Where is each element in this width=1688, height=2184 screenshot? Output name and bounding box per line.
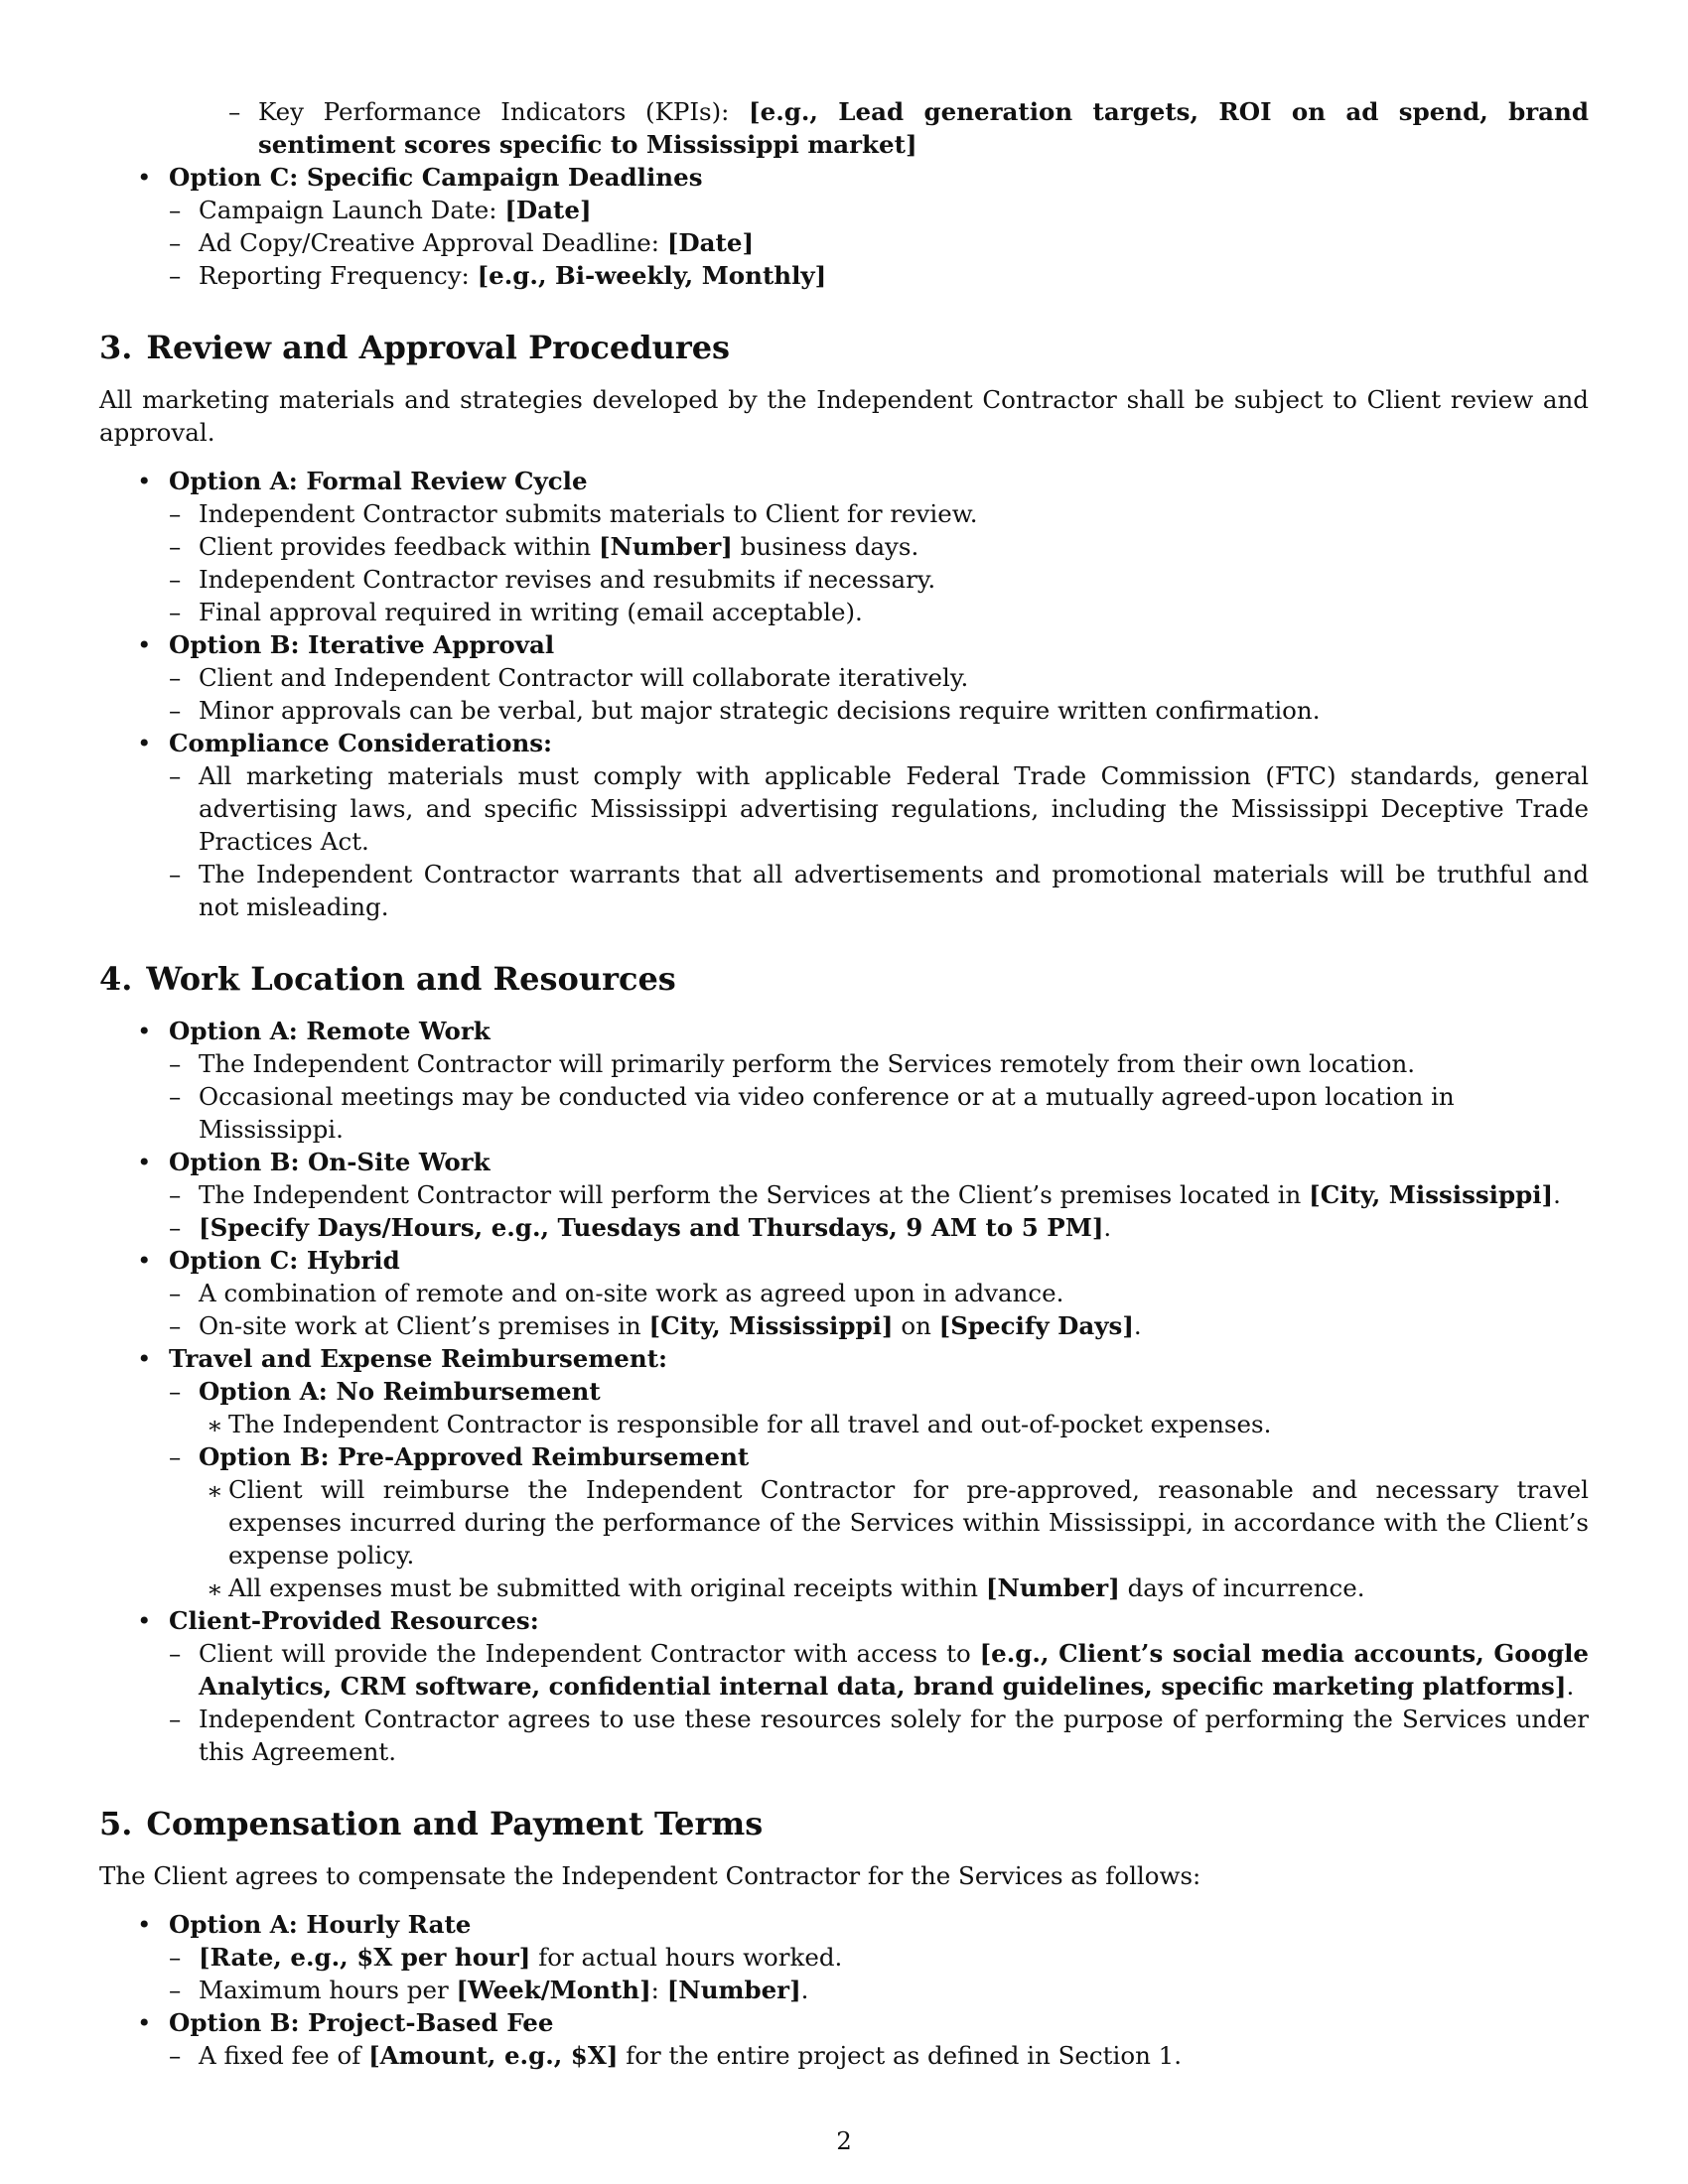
item-text-after: . <box>1566 1672 1575 1701</box>
item-text: Reporting Frequency: <box>199 261 478 290</box>
list-item <box>169 1080 1589 1146</box>
dash-marker: – <box>169 1311 182 1340</box>
item-text: Client will reimburse the Independent Contractor for pre-approved, reasonable and necessary travel expenses incurred during the performance of the Services within Mississippi, in accordance with the Client’s expense policy. <box>228 1475 1589 1570</box>
list-item <box>169 497 1589 530</box>
item-text: Key Performance Indicators (KPIs): <box>258 97 750 126</box>
list-item <box>169 1703 1589 1768</box>
dash-marker: – <box>169 598 182 626</box>
sub-list <box>169 1375 1589 1604</box>
asterisk-marker: ∗ <box>207 1574 223 1603</box>
item-placeholder: [e.g., Lead generation targets, ROI on ad spend, brand sentiment scores specific to Mississippi market] <box>258 97 1589 159</box>
item-text: The Independent Contractor warrants that all advertisements and promotional materials will be truthful and not misleading. <box>199 860 1589 921</box>
item-text-after: . <box>1103 1213 1112 1242</box>
sub-list <box>169 194 1589 292</box>
dash-marker: – <box>169 261 182 290</box>
list-item <box>169 226 1589 259</box>
option-b-iterative-approval <box>99 628 1589 727</box>
section-title: Work Location and Resources <box>146 960 676 998</box>
list-item <box>169 194 1589 226</box>
bullet-marker: • <box>137 630 152 659</box>
list-item <box>169 1178 1589 1211</box>
list-item <box>169 1637 1589 1703</box>
item-text: The Independent Contractor is responsible for all travel and out-of-pocket expenses. <box>228 1410 1272 1438</box>
dash-marker: – <box>169 1049 182 1078</box>
list-item <box>199 1473 1589 1571</box>
item-placeholder: [City, Mississippi] <box>1309 1180 1554 1209</box>
sub-list <box>169 1941 1589 2006</box>
dash-marker: – <box>169 1082 182 1111</box>
item-placeholder: [Rate, e.g., $X per hour] <box>199 1943 531 1972</box>
list-item <box>169 694 1589 727</box>
dash-marker: – <box>169 1976 182 2004</box>
item-placeholder: [Specify Days/Hours, e.g., Tuesdays and Thursdays, 9 AM to 5 PM] <box>199 1213 1104 1242</box>
dash-marker: – <box>169 1705 182 1733</box>
item-placeholder: [Week/Month] <box>456 1976 651 2004</box>
item-placeholder: [e.g., Client’s social media accounts, Google Analytics, CRM software, confidential internal data, brand guidelines, specific marketing platforms] <box>199 1639 1589 1701</box>
kpi-list <box>228 95 1589 161</box>
item-text: Client will provide the Independent Contractor with access to <box>199 1639 980 1668</box>
option-c-hybrid <box>99 1244 1589 1342</box>
dash-marker: – <box>169 532 182 561</box>
item-text: The Independent Contractor will perform the Services at the Client’s premises located in <box>199 1180 1310 1209</box>
item-text: Final approval required in writing (email acceptable). <box>199 598 863 626</box>
list-item <box>169 1277 1589 1309</box>
bullet-marker: • <box>137 729 152 757</box>
dash-marker: – <box>169 696 182 725</box>
option-label: Travel and Expense Reimbursement: <box>169 1344 668 1373</box>
sub-sub-list <box>199 1473 1589 1604</box>
list-item <box>169 596 1589 628</box>
dash-marker: – <box>169 1639 182 1668</box>
option-a-hourly-rate <box>99 1908 1589 2006</box>
item-text: Campaign Launch Date: <box>199 196 505 224</box>
option-label: Option A: Hourly Rate <box>169 1910 472 1939</box>
bullet-marker: • <box>137 1344 152 1373</box>
dash-marker: – <box>169 228 182 257</box>
item-placeholder: [Amount, e.g., $X] <box>368 2041 619 2070</box>
section-number: 4. <box>99 960 133 998</box>
option-c-list <box>99 161 1589 292</box>
option-label: Option C: Hybrid <box>169 1246 400 1275</box>
bullet-marker: • <box>137 1148 152 1176</box>
option-label: Option B: On-Site Work <box>169 1148 491 1176</box>
sub-option-label: Option B: Pre-Approved Reimbursement <box>199 1442 750 1471</box>
sub-option-no-reimbursement <box>169 1375 1589 1440</box>
section-5-intro: The Client agrees to compensate the Independent Contractor for the Services as follows: <box>99 1861 1201 1890</box>
sub-list <box>169 497 1589 628</box>
option-a-remote-work <box>99 1015 1589 1146</box>
sub-list <box>169 1277 1589 1342</box>
list-item <box>169 759 1589 858</box>
item-placeholder: [Date] <box>504 196 592 224</box>
section-title: Compensation and Payment Terms <box>146 1805 764 1843</box>
dash-marker: – <box>169 1213 182 1242</box>
list-item <box>169 1047 1589 1080</box>
sub-list <box>169 2039 1589 2072</box>
item-placeholder: [e.g., Bi-weekly, Monthly] <box>477 261 827 290</box>
section-number: 3. <box>99 329 133 366</box>
sub-list <box>169 1637 1589 1768</box>
list-item <box>169 1974 1589 2006</box>
option-label: Option A: Formal Review Cycle <box>169 467 588 495</box>
bullet-marker: • <box>137 467 152 495</box>
item-text: The Independent Contractor will primarily perform the Services remotely from their own location. <box>199 1049 1416 1078</box>
list-item <box>169 563 1589 596</box>
item-text: Minor approvals can be verbal, but major strategic decisions require written confirmation. <box>199 696 1321 725</box>
asterisk-marker: ∗ <box>207 1411 223 1439</box>
sub-list <box>169 759 1589 923</box>
section-3-heading <box>99 328 1589 367</box>
list-item <box>169 858 1589 923</box>
item-placeholder: [Date] <box>666 228 755 257</box>
dash-marker: – <box>169 1279 182 1307</box>
section-5-heading <box>99 1804 1589 1843</box>
dash-marker: – <box>169 565 182 594</box>
item-text-after: days of incurrence. <box>1119 1573 1365 1602</box>
page-number: 2 <box>836 2126 852 2155</box>
item-text: Maximum hours per <box>199 1976 457 2004</box>
item-text: Independent Contractor agrees to use these resources solely for the purpose of performing the Services under this Agreement. <box>199 1705 1589 1766</box>
item-placeholder: [City, Mississippi] <box>648 1311 894 1340</box>
item-text: Ad Copy/Creative Approval Deadline: <box>199 228 667 257</box>
list-item <box>169 1309 1589 1342</box>
sub-sub-list <box>199 1408 1589 1440</box>
list-item <box>199 1408 1589 1440</box>
item-text-after: business days. <box>732 532 919 561</box>
list-item <box>169 2039 1589 2072</box>
item-placeholder: [Number] <box>598 532 733 561</box>
item-text-mid: on <box>893 1311 939 1340</box>
sub-option-label: Option A: No Reimbursement <box>199 1377 601 1406</box>
dash-marker: – <box>169 663 182 692</box>
item-text: On-site work at Client’s premises in <box>199 1311 649 1340</box>
option-label: Compliance Considerations: <box>169 729 553 757</box>
asterisk-marker: ∗ <box>207 1476 223 1505</box>
dash-marker: – <box>169 2041 182 2070</box>
option-b-project-based-fee <box>99 2006 1589 2072</box>
bullet-marker: • <box>137 163 152 192</box>
dash-marker: – <box>169 499 182 528</box>
section-5-options <box>99 1908 1589 2072</box>
list-item <box>169 259 1589 292</box>
section-number: 5. <box>99 1805 133 1843</box>
item-text-after: for actual hours worked. <box>530 1943 843 1972</box>
dash-marker: – <box>169 1943 182 1972</box>
sub-list <box>169 661 1589 727</box>
item-placeholder: [Number] <box>985 1573 1120 1602</box>
dash-marker: – <box>169 1377 182 1406</box>
item-text: Client provides feedback within <box>199 532 599 561</box>
section-3-intro: All marketing materials and strategies developed by the Independent Contractor shall be subject to Client review and approval. <box>99 385 1589 447</box>
dash-marker: – <box>169 860 182 888</box>
dash-marker: – <box>228 97 241 126</box>
option-label: Option A: Remote Work <box>169 1017 491 1045</box>
section-4-heading <box>99 959 1589 999</box>
item-text: Client and Independent Contractor will collaborate iteratively. <box>199 663 969 692</box>
list-item <box>169 1211 1589 1244</box>
item-text: All expenses must be submitted with original receipts within <box>228 1573 986 1602</box>
client-provided-resources <box>99 1604 1589 1768</box>
list-item <box>169 530 1589 563</box>
list-item <box>169 1941 1589 1974</box>
option-label: Option C: Specific Campaign Deadlines <box>169 163 703 192</box>
option-label: Option B: Iterative Approval <box>169 630 555 659</box>
item-text-after: . <box>1133 1311 1142 1340</box>
list-item <box>169 661 1589 694</box>
option-label: Client-Provided Resources: <box>169 1606 539 1635</box>
bullet-marker: • <box>137 2008 152 2037</box>
dash-marker: – <box>169 1442 182 1471</box>
sub-list <box>169 1178 1589 1244</box>
section-3-options <box>99 465 1589 923</box>
item-placeholder: [Specify Days] <box>938 1311 1134 1340</box>
sub-list <box>169 1047 1589 1146</box>
item-text: Independent Contractor revises and resubmits if necessary. <box>199 565 936 594</box>
bullet-marker: • <box>137 1246 152 1275</box>
item-text: Independent Contractor submits materials to Client for review. <box>199 499 978 528</box>
compliance-considerations <box>99 727 1589 923</box>
bullet-marker: • <box>137 1017 152 1045</box>
item-text: All marketing materials must comply with applicable Federal Trade Commission (FTC) standards, general advertising laws, and specific Mississippi advertising regulations, including the Mississippi Deceptive Trade Practices Act. <box>199 761 1589 856</box>
option-a-formal-review <box>99 465 1589 628</box>
option-c-campaign-deadlines <box>99 161 1589 292</box>
dash-marker: – <box>169 196 182 224</box>
bullet-marker: • <box>137 1910 152 1939</box>
list-item <box>199 1571 1589 1604</box>
dash-marker: – <box>169 1180 182 1209</box>
item-placeholder: [Number] <box>666 1976 801 2004</box>
item-text: Occasional meetings may be conducted via video conference or at a mutually agreed-upon location in Mississippi. <box>199 1082 1455 1144</box>
bullet-marker: • <box>137 1606 152 1635</box>
item-text-after: . <box>800 1976 809 2004</box>
dash-marker: – <box>169 761 182 790</box>
section-4-options <box>99 1015 1589 1768</box>
item-text: A fixed fee of <box>199 2041 369 2070</box>
travel-expense-reimbursement <box>99 1342 1589 1604</box>
section-title: Review and Approval Procedures <box>146 329 731 366</box>
option-label: Option B: Project-Based Fee <box>169 2008 554 2037</box>
item-text-mid: : <box>650 1976 667 2004</box>
option-b-on-site-work <box>99 1146 1589 1244</box>
item-text-after: for the entire project as defined in Section 1. <box>618 2041 1183 2070</box>
sub-option-pre-approved-reimbursement <box>169 1440 1589 1604</box>
item-text: A combination of remote and on-site work as agreed upon in advance. <box>199 1279 1064 1307</box>
list-item <box>228 95 1589 161</box>
item-text-after: . <box>1553 1180 1561 1209</box>
